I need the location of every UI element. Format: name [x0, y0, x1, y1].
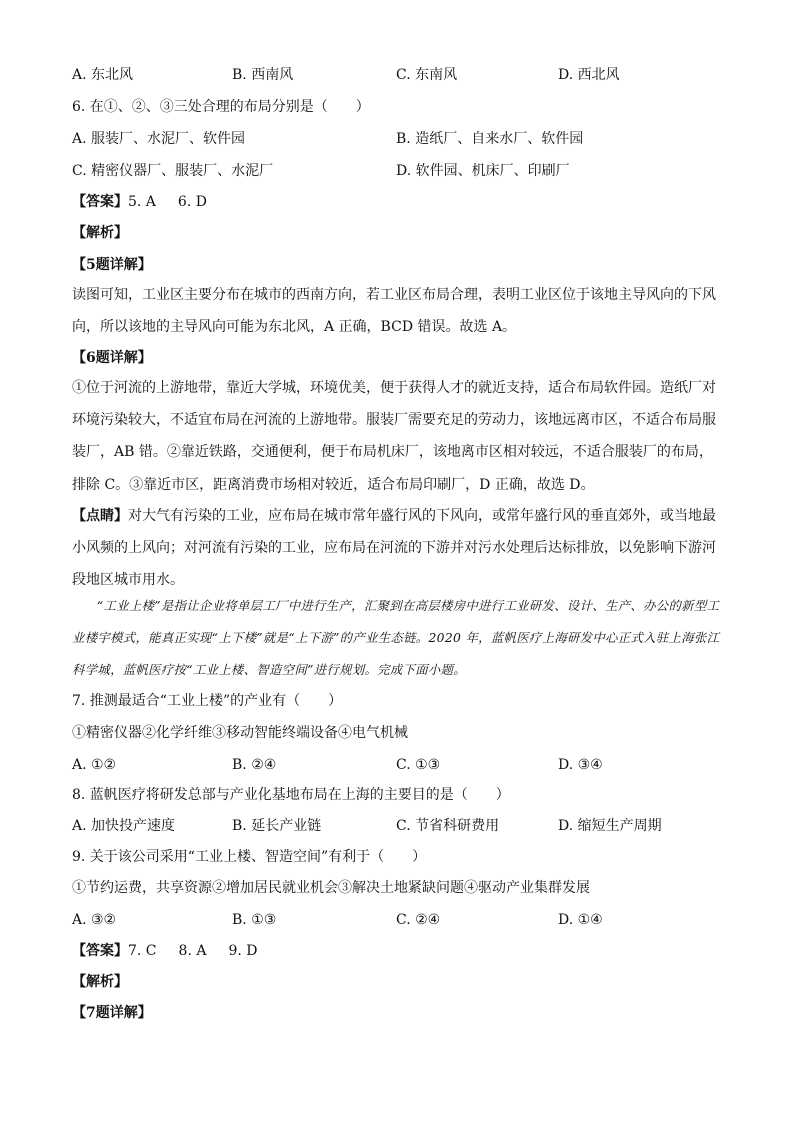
detail-6-title: 【6题详解】	[72, 350, 152, 366]
q8-stem: 8. 蓝帆医疗将研发总部与产业化基地布局在上海的主要目的是（ ）	[72, 787, 510, 803]
q6-stem: 6. 在①、②、③三处合理的布局分别是（ ）	[72, 99, 370, 115]
answer-block-1	[72, 193, 722, 211]
q6-option-a: A. 服装厂、水泥厂、软件园	[72, 131, 246, 147]
q5-option-b: B. 西南风	[232, 67, 294, 83]
q8-option-d: D. 缩短生产周期	[558, 818, 662, 834]
q8-option-a: A. 加快投产速度	[72, 818, 176, 834]
q8-option-b: B. 延长产业链	[232, 818, 322, 834]
comment-block	[72, 500, 724, 597]
q6-option-c: C. 精密仪器厂、服装厂、水泥厂	[72, 163, 274, 179]
answer-6: 6. D	[177, 194, 207, 210]
q6-option-d: D. 软件园、机床厂、印刷厂	[396, 163, 570, 179]
comment-text: 对大气有污染的工业，应布局在城市常年盛行风的下风向，或常年盛行风的垂直郊外，或当地最小风频的上风向；对河流有污染的工业，应布局在河流的下游并对污水处理后达标排放，以免影响下游河段地区城市用水。	[72, 508, 716, 589]
detail-6-text: ①位于河流的上游地带，靠近大学城，环境优美，便于获得人才的就近支持，适合布局软件园。造纸厂对环境污染较大，不适宜布局在河流的上游地带。服装厂需要充足的劳动力，该地远离市区，不适合布局服装厂，AB 错。②靠近铁路，交通便利，便于布局机床厂，该地离市区相对较远，不适合服装厂的布局，排除 C。③靠近市区，距离消费市场相对较近，适合布局印刷厂，D 正确，故选 D。	[72, 380, 716, 493]
q7-option-b: B. ②④	[232, 757, 277, 773]
detail-5-title: 【5题详解】	[72, 257, 152, 273]
q7-option-a: A. ①②	[72, 757, 117, 773]
q7-items: ①精密仪器②化学纤维③移动智能终端设备④电气机械	[72, 725, 408, 741]
analysis-heading-1: 【解析】	[72, 225, 128, 241]
answer-9: 9. D	[228, 943, 258, 959]
q9-option-b: B. ①③	[232, 912, 277, 928]
detail-7-title: 【7题详解】	[72, 1005, 152, 1021]
q9-option-a: A. ③②	[72, 912, 117, 928]
intro-passage: “工业上楼”是指让企业将单层工厂中进行生产，汇聚到在高层楼房中进行工业研发、设计、生产、办公的新型工业楼宇模式，能真正实现“上下楼”就是“上下游”的产业生态链。2020 年，蓝帆医疗上海研发中心正式入驻上海张江科学城，蓝帆医疗按“工业上楼、智造空间”进行规划。完成下面小题。	[72, 598, 720, 677]
answer-label-2: 【答案】	[72, 943, 128, 959]
q9-option-c: C. ②④	[396, 912, 441, 928]
answer-5: 5. A	[128, 194, 156, 210]
answer-7: 7. C	[128, 943, 157, 959]
q8-option-c: C. 节省科研费用	[396, 818, 500, 834]
q9-items: ①节约运费，共享资源②增加居民就业机会③解决土地紧缺问题④驱动产业集群发展	[72, 880, 590, 896]
detail-5-text: 读图可知，工业区主要分布在城市的西南方向，若工业区布局合理，表明工业区位于该地主导风向的下风向，所以该地的主导风向可能为东北风，A 正确，BCD 错误。故选 A。	[72, 287, 716, 336]
q5-option-c: C. 东南风	[396, 67, 458, 83]
q6-option-b: B. 造纸厂、自来水厂、软件园	[396, 131, 584, 147]
q9-option-d: D. ①④	[558, 912, 603, 928]
answer-block-2	[72, 942, 722, 960]
q7-option-c: C. ①③	[396, 757, 441, 773]
answer-8: 8. A	[178, 943, 207, 959]
q5-option-d: D. 西北风	[558, 67, 620, 83]
q5-option-a: A. 东北风	[72, 67, 134, 83]
analysis-heading-2: 【解析】	[72, 974, 128, 990]
q7-option-d: D. ③④	[558, 757, 603, 773]
q9-stem: 9. 关于该公司采用“工业上楼、智造空间”有利于（ ）	[72, 849, 427, 865]
answer-label: 【答案】	[72, 194, 128, 210]
q7-stem: 7. 推测最适合“工业上楼”的产业有（ ）	[72, 693, 343, 709]
comment-label: 【点睛】	[72, 508, 128, 524]
